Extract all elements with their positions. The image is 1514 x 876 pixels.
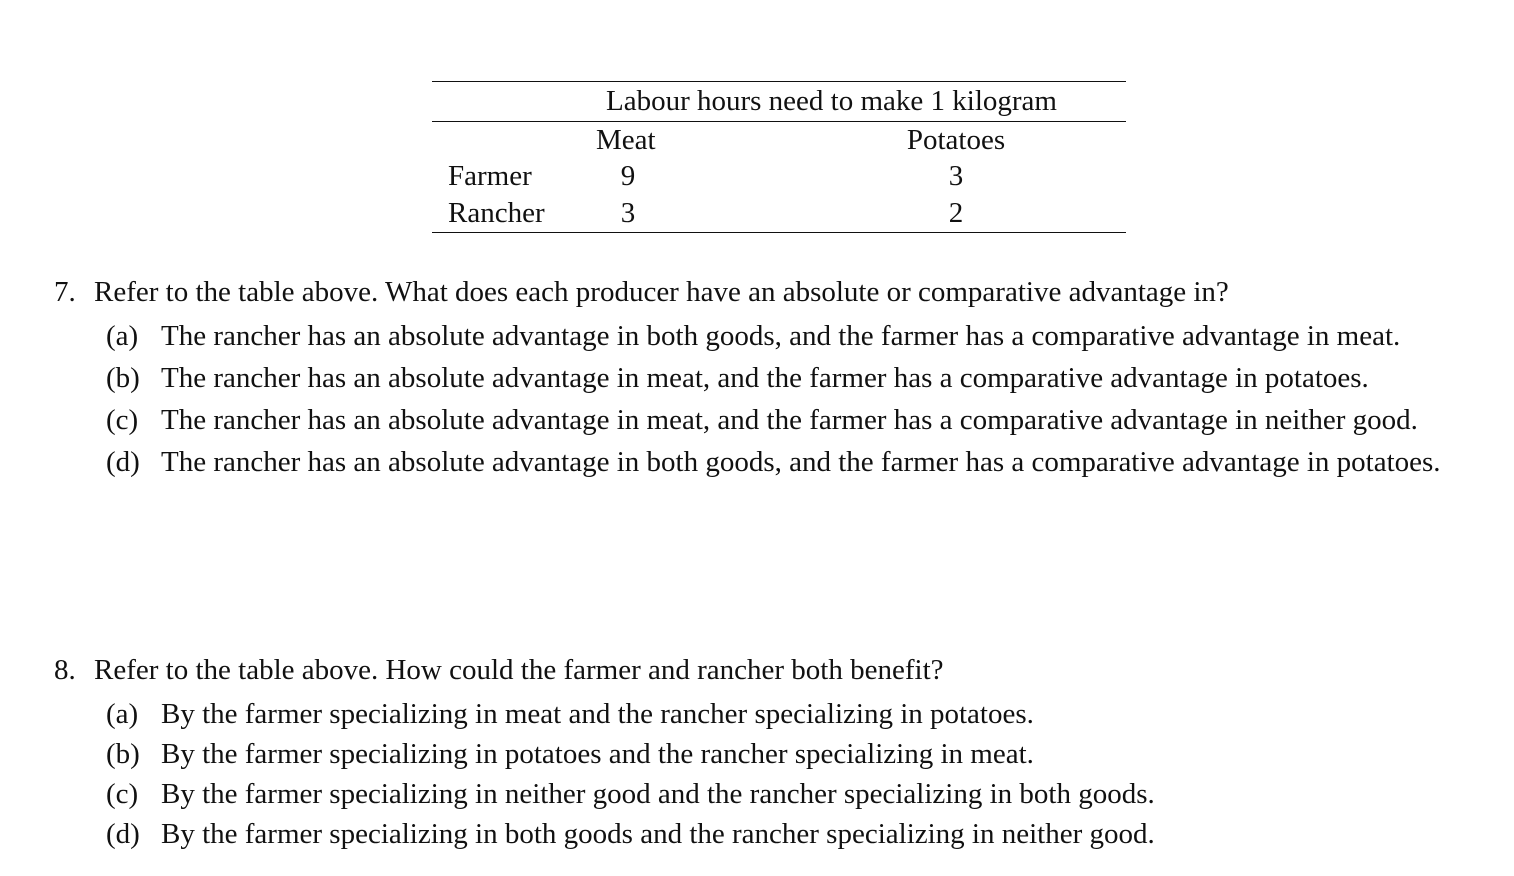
choice-letter: (d) <box>106 446 140 478</box>
cell-rancher-meat-value: 3 <box>620 197 636 229</box>
row-label-rancher: Rancher <box>432 195 596 233</box>
column-header-meat <box>596 122 786 159</box>
cell-farmer-potatoes: 3 <box>948 160 964 192</box>
choice-a[interactable] <box>106 696 1474 733</box>
choice-text: The rancher has an absolute advantage in both goods, and the farmer has a comparative advantage in potatoes. <box>161 446 1441 478</box>
choice-text: By the farmer specializing in potatoes and the rancher specializing in meat. <box>161 738 1034 770</box>
cell-rancher-potatoes: 2 <box>786 195 1126 233</box>
cell-farmer-meat-value: 9 <box>620 160 636 192</box>
labour-hours-table-container <box>432 81 1126 233</box>
choice-text: By the farmer specializing in both goods and the rancher specializing in neither good. <box>161 818 1155 850</box>
labour-hours-table <box>432 81 1126 233</box>
choice-d[interactable] <box>106 444 1474 481</box>
choice-c[interactable] <box>106 776 1474 813</box>
choice-b[interactable] <box>106 360 1474 397</box>
table-group-header: Labour hours need to make 1 kilogram <box>596 82 1126 122</box>
row-label-farmer: Farmer <box>448 160 532 192</box>
question-8 <box>54 652 1474 856</box>
question-stem <box>54 274 1474 310</box>
column-header-potatoes: Potatoes <box>906 123 1006 156</box>
question-text: Refer to the table above. What does each producer have an absolute or comparative advantage in? <box>94 276 1229 308</box>
question-7 <box>54 274 1474 486</box>
column-header-meat-label: Meat <box>596 123 656 156</box>
table-row <box>432 158 1126 195</box>
table-corner-cell <box>432 82 596 122</box>
cell-farmer-meat <box>596 158 786 195</box>
table-row <box>432 195 1126 233</box>
answer-choices <box>54 696 1474 853</box>
choice-letter: (c) <box>106 404 139 436</box>
cell-rancher-meat <box>596 195 786 233</box>
choice-c[interactable] <box>106 402 1474 439</box>
question-text: Refer to the table above. How could the farmer and rancher both benefit? <box>94 654 944 686</box>
choice-letter: (a) <box>106 698 139 730</box>
choice-text: By the farmer specializing in meat and the rancher specializing in potatoes. <box>161 698 1034 730</box>
choice-text: By the farmer specializing in neither good and the rancher specializing in both goods. <box>161 778 1155 810</box>
question-number: 8. <box>54 654 76 686</box>
question-stem <box>54 652 1474 688</box>
answer-choices <box>54 318 1474 481</box>
choice-letter: (d) <box>106 818 140 850</box>
choice-a[interactable] <box>106 318 1474 355</box>
table-empty-header-cell <box>432 122 596 159</box>
choice-letter: (b) <box>106 362 140 394</box>
question-number: 7. <box>54 276 76 308</box>
choice-d[interactable] <box>106 816 1474 853</box>
choice-letter: (b) <box>106 738 140 770</box>
choice-letter: (c) <box>106 778 139 810</box>
choice-b[interactable] <box>106 736 1474 773</box>
choice-text: The rancher has an absolute advantage in meat, and the farmer has a comparative advantage in potatoes. <box>161 362 1369 394</box>
table-group-header-row <box>432 82 1126 122</box>
choice-text: The rancher has an absolute advantage in meat, and the farmer has a comparative advantage in neither good. <box>161 404 1418 436</box>
choice-text: The rancher has an absolute advantage in both goods, and the farmer has a comparative advantage in meat. <box>161 320 1401 352</box>
choice-letter: (a) <box>106 320 139 352</box>
table-column-header-row <box>432 122 1126 159</box>
